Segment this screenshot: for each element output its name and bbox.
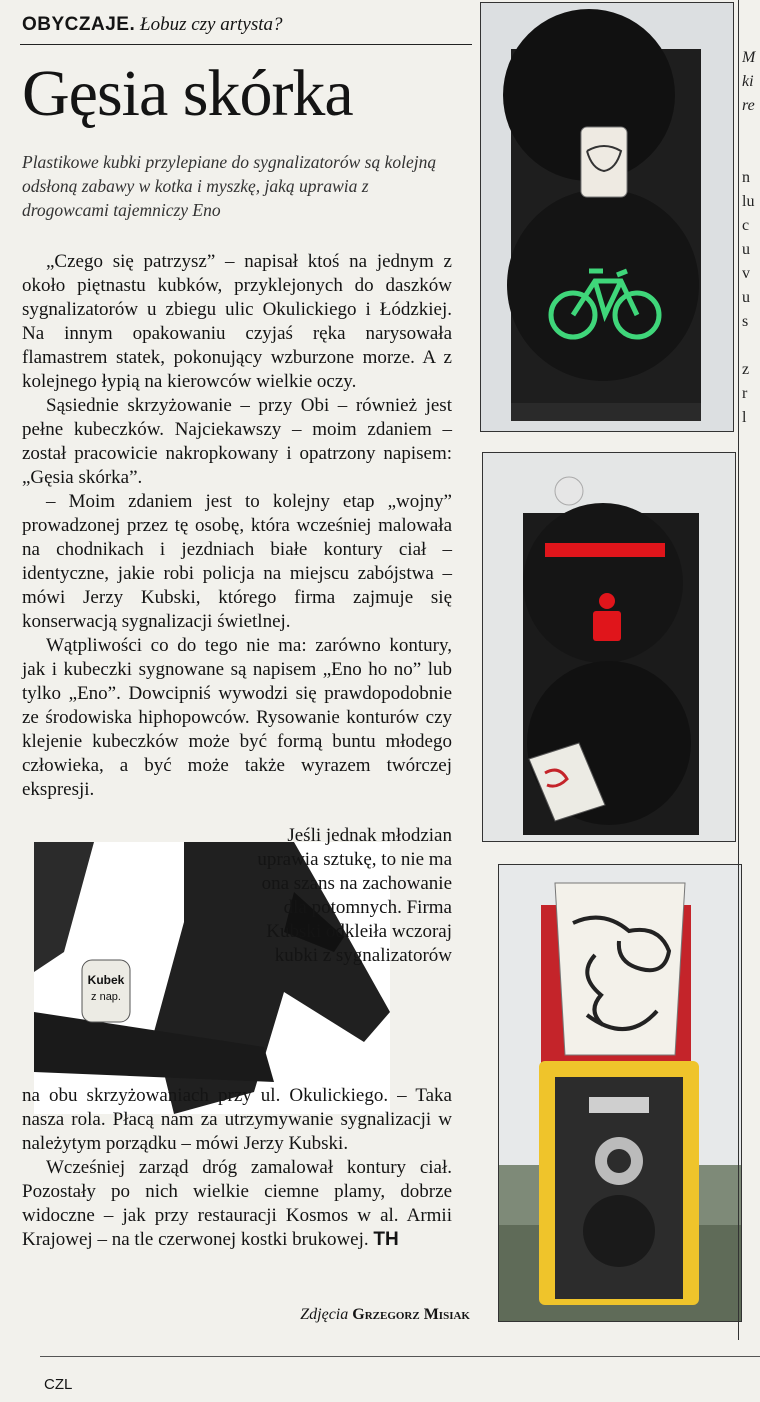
bicycle-signal-illustration [481,3,733,431]
photo-credit [22,1306,470,1324]
column-divider [738,0,739,1340]
headline: Gęsia skórka [22,57,353,130]
adjacent-line: M [742,49,756,66]
paragraph: – Moim zdaniem jest to kolejny etap „wojny” prowadzonej przez tę osobę, która wcześniej malowała na chodnikach i jezdniach białe kontury ciał – identyczne, jakie robi policja na miejscu zabójstwa – mówi Jerzy Kubski, którego firma zajmuje się konserwacją sygnalizacji świetlnej. [22,491,452,632]
article-body [22,250,452,802]
adjacent-line: z [742,361,750,378]
svg-text:z nap.: z nap. [91,991,121,1003]
adjacent-line: n [742,169,750,186]
lead-paragraph: Plastikowe kubki przylepiane do sygnalizatorów są kolejną odsłoną zabawy w kotka i myszkę, jaką uprawia z drogowcami tajemniczy Eno [22,152,437,220]
paragraph: Sąsiednie skrzyżowanie – przy Obi – również jest pełne kubeczków. Najciekawszy – moim zdaniem – został pracowicie nakropkowany i opatrzony napisem: „Gęsia skórka”. [22,395,452,488]
kicker-text: Łobuz czy artysta? [140,14,283,35]
cup-face-illustration [499,865,741,1321]
adjacent-line: v [742,265,750,282]
photo-bicycle-signal [480,2,734,432]
photo-cup-face [498,864,742,1322]
author-signature: TH [373,1229,399,1250]
adjacent-line: l [742,409,747,426]
section-kicker [22,14,283,36]
adjacent-line: c [742,217,750,234]
paragraph-text: Wcześniej zarząd dróg zamalował kontury ciał. Pozostały po nich wielkie ciemne plamy, dobrze widoczne – jak przy restauracji Kosmos w al. Armii Krajowej – na tle czerwonej kostki brukowej. [22,1157,452,1250]
adjacent-line: u [742,289,750,306]
section-label: OBYCZAJE. [22,14,136,35]
paragraph: Wątpliwości co do tego nie ma: zarówno kontury, jak i kubeczki sygnowane są napisem „Eno ho no” lub tylko „Eno”. Dowcipniś wywodzi się prawdopodobnie ze środowiska hiphopowców. Rysowanie konturów czy klejenie kubeczków może być formą buntu młodego człowieka, a być może także wyrazem twórczej ekspresji. [22,635,452,800]
pedestrian-signal-illustration [483,453,735,841]
adjacent-line: r [742,385,748,402]
adjacent-line: s [742,313,749,330]
credit-name: Grzegorz Misiak [352,1306,470,1323]
header-rule [20,44,472,45]
credit-prefix: Zdjęcia [300,1306,349,1323]
footer-rule [40,1356,760,1357]
article-tail [22,1084,452,1252]
photo-pedestrian-signal [482,452,736,842]
paragraph: Jeśli jednak młodzian uprawia sztukę, to nie ma ona szans na zachowanie dla potomnych. Firma Kubski odkleiła wczoraj kubki z sygnalizatorów [257,825,452,966]
adjacent-column [742,0,760,1402]
page-code: CZL [44,1376,73,1393]
paragraph [22,1156,452,1252]
adjacent-line: lu [742,193,755,210]
paragraph: „Czego się patrzysz” – napisał ktoś na jednym z około piętnastu kubków, przyklejonych do daszków sygnalizatorów u zbiegu ulic Okulickiego i Łódzkiej. Na innym opakowaniu czyjaś ręka narysowała flamastrem statek, pokonujący wzburzone morze. A z kolejnego łypią na kierowców wielkie oczy. [22,251,452,392]
adjacent-line: ki [742,73,754,90]
paragraph: na obu skrzyżowaniach przy ul. Okulickiego. – Taka nasza rola. Płacą nam za utrzymywanie sygnalizacji w należytym porządku – mówi Jerzy Kubski. [22,1085,452,1154]
cup-scrawl: Kubek [87,973,125,987]
adjacent-line: re [742,97,755,114]
wrapped-text [240,824,452,968]
adjacent-line: u [742,241,750,258]
